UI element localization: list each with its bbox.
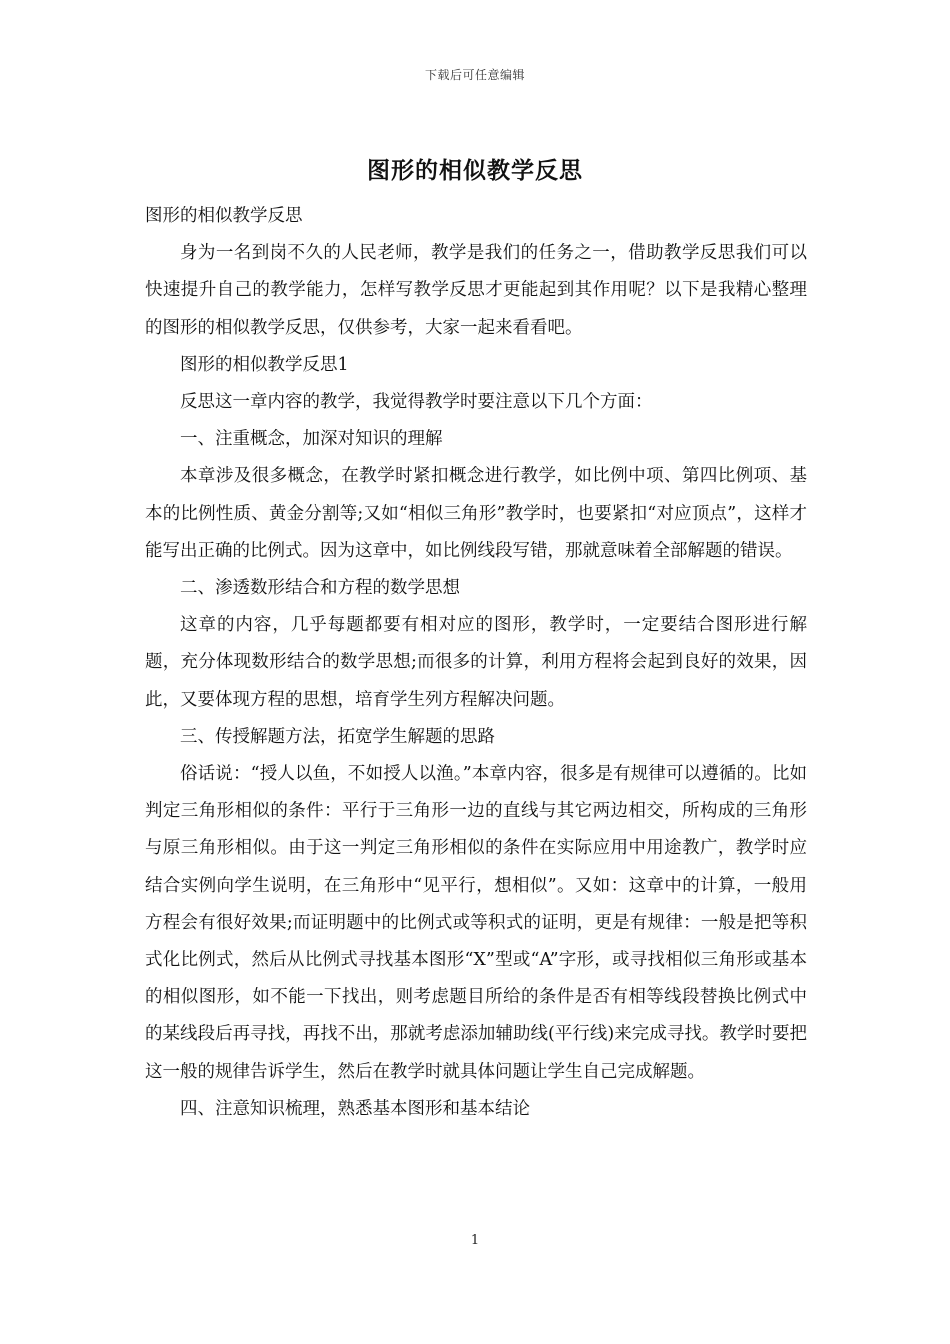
- section-heading-2: 二、渗透数形结合和方程的数学思想: [180, 578, 460, 599]
- body-paragraph: 俗话说：“授人以鱼，不如授人以渔。”本章内容，很多是有规律可以遵循的。比如判定三角形相似的条件：平行于三角形一边的直线与其它两边相交，所构成的三角形与原三角形相似。由于这一判定三角形相似的条件在实际应用中用途教广，教学时应结合实例向学生说明，在三角形中“见平行，想相似”。又如：这章中的计算，一般用方程会有很好效果;而证明题中的比例式或等积式的证明，更是有规律：一般是把等积式化比例式，然后从比例式寻找基本图形“X”型或“A”字形，或寻找相似三角形或基本的相似图形，如不能一下找出，则考虑题目所给的条件是否有相等线段替换比例式中的某线段后再寻找，再找不出，那就考虑添加辅助线(平行线)来完成寻找。教学时要把这一般的规律告诉学生，然后在教学时就具体问题让学生自己完成解题。: [145, 764, 807, 1082]
- intro-paragraph: 身为一名到岗不久的人民老师，教学是我们的任务之一，借助教学反思我们可以快速提升自己的教学能力，怎样写教学反思才更能起到其作用呢？以下是我精心整理的图形的相似教学反思，仅供参考，大家一起来看看吧。: [145, 243, 807, 338]
- section-heading-reflection-1: 图形的相似教学反思1: [180, 354, 349, 375]
- section-heading-4: 四、注意知识梳理，熟悉基本图形和基本结论: [180, 1098, 530, 1119]
- document-title: 图形的相似教学反思: [367, 157, 583, 184]
- body-paragraph: 本章涉及很多概念，在教学时紧扣概念进行教学，如比例中项、第四比例项、基本的比例性质、黄金分割等;又如“相似三角形”教学时，也要紧扣“对应顶点”，这样才能写出正确的比例式。因为这章中，如比例线段写错，那就意味着全部解题的错误。: [145, 466, 807, 561]
- body-paragraph: 反思这一章内容的教学，我觉得教学时要注意以下几个方面：: [180, 392, 653, 413]
- document-body: [145, 198, 807, 1128]
- header-note: 下载后可任意编辑: [424, 68, 525, 82]
- subtitle-paragraph: 图形的相似教学反思: [145, 206, 303, 226]
- body-paragraph: 这章的内容，几乎每题都要有相对应的图形，教学时，一定要结合图形进行解题，充分体现数形结合的数学思想;而很多的计算，利用方程将会起到良好的效果，因此，又要体现方程的思想，培育学生列方程解决问题。: [145, 615, 807, 710]
- section-heading-1: 一、注重概念，加深对知识的理解: [180, 429, 443, 450]
- section-heading-3: 三、传授解题方法，拓宽学生解题的思路: [180, 726, 495, 747]
- page-number: 1: [470, 1233, 480, 1248]
